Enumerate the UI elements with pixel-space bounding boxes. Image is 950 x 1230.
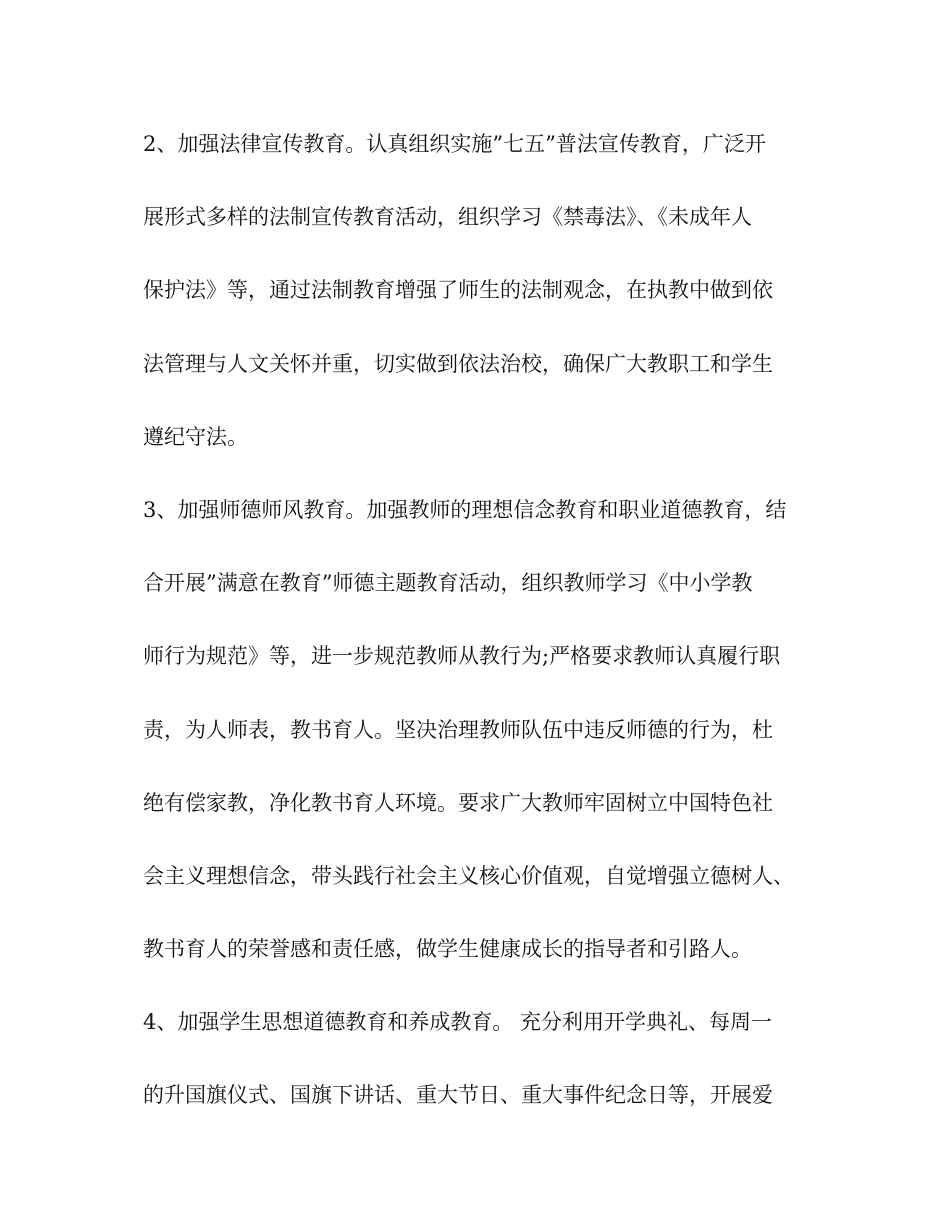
text-line: 保护法》等，通过法制教育增强了师生的法制观念，在执教中做到依: [143, 278, 773, 303]
text-line: 4、加强学生思想道德教育和养成教育。 充分利用开学典礼、每周一: [143, 1010, 773, 1035]
text-line: 责，为人师表，教书育人。坚决治理教师队伍中违反师德的行为，杜: [143, 717, 773, 742]
text-line: 法管理与人文关怀并重，切实做到依法治校，确保广大教职工和学生: [143, 351, 773, 376]
text-line: 合开展”满意在教育”师德主题教育活动，组织教师学习《中小学教: [143, 571, 753, 596]
text-line: 展形式多样的法制宣传教育活动，组织学习《禁毒法》、《未成年人: [143, 205, 752, 230]
text-line: 师行为规范》等，进一步规范教师从教行为;严格要求教师认真履行职: [143, 644, 781, 669]
document-body: [143, 126, 823, 1151]
text-line: 会主义理想信念，带头践行社会主义核心价值观，自觉增强立德树人、: [143, 863, 794, 888]
text-line: 绝有偿家教，净化教书育人环境。要求广大教师牢固树立中国特色社: [143, 790, 773, 815]
text-line: 2、加强法律宣传教育。认真组织实施”七五”普法宣传教育，广泛开: [143, 132, 766, 156]
text-line: 教书育人的荣誉感和责任感，做学生健康成长的指导者和引路人。: [143, 937, 752, 962]
text-line: 的升国旗仪式、国旗下讲话、重大节日、重大事件纪念日等，开展爱: [143, 1083, 773, 1108]
text-line: 遵纪守法。: [143, 424, 248, 449]
text-line: 3、加强师德师风教育。加强教师的理想信念教育和职业道德教育，结: [143, 497, 787, 522]
